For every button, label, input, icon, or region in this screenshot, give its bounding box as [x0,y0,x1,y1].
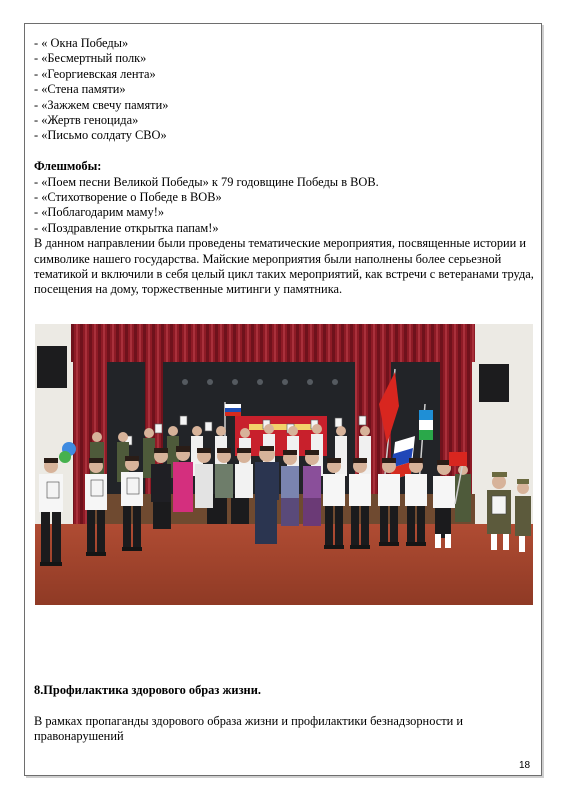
flashmob-list-item: - «Поздравление открытка папам!» [34,220,219,235]
event-photo [35,324,533,605]
page-number: 18 [519,760,531,771]
stage-valance [71,324,475,362]
flashmob-list-item: - «Поблагодарим маму!» [34,205,165,220]
event-list-item: - «Жертв геноцида» [34,113,139,128]
main-text [34,36,534,298]
event-list-item: - «Зажжем свечу памяти» [34,97,169,112]
spacer [34,144,534,159]
speaker-left [37,346,67,388]
speaker-right [479,364,509,402]
summary-paragraph: В данном направлении были проведены тематические мероприятия, посвященные истории и символике нашего государства. Майские мероприятия были наполнены более серьезной тематикой и включили в себя целый цикл таких мероприятий, как встречи с ветеранами труда, посещения на дому, торжественные митинги у памятника. [34,236,534,297]
event-list-item: - «Бесмертный полк» [34,51,147,66]
section-heading: 8.Профилактика здорового образ жизни. [34,683,261,697]
event-list-item: - «Георгиевская лента» [34,66,156,81]
event-list-item: - «Письмо солдату СВО» [34,128,167,143]
spacer [34,698,534,713]
stage-group-photo-illustration [35,324,533,605]
hall-floor [35,524,533,605]
flashmobs-heading: Флешмобы: [34,159,102,174]
flashmob-list-item: - «Стихотворение о Победе в ВОВ» [34,190,222,205]
section-paragraph: В рамках пропаганды здорового образа жизни и профилактики безнадзорности и правонарушений [34,713,463,744]
flashmob-list-item: - «Поем песни Великой Победы» к 79 годовщине Победы в ВОВ. [34,174,379,189]
event-list-item: - « Окна Победы» [34,36,129,50]
event-list-item: - «Стена памяти» [34,82,126,97]
section-8 [34,683,534,745]
